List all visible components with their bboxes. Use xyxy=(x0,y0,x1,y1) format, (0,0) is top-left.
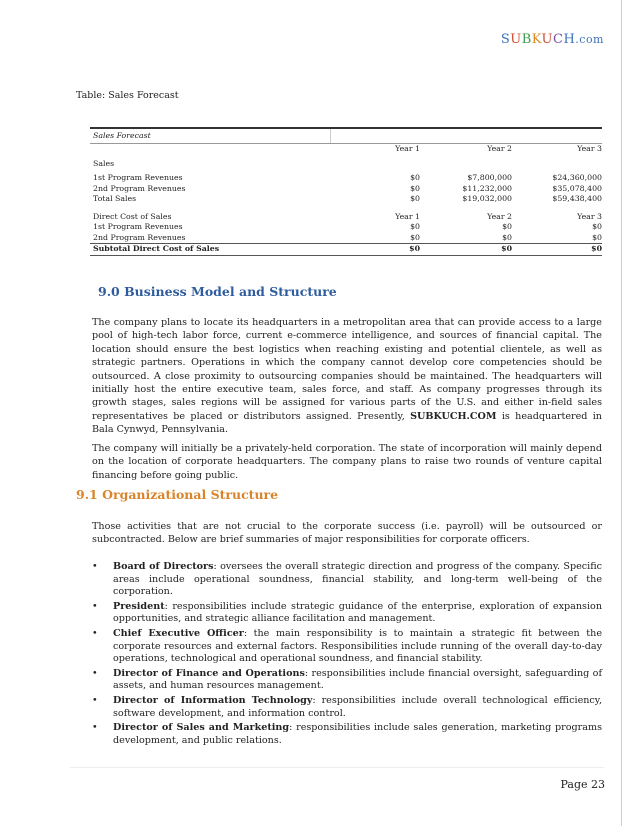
cell-value: $0 xyxy=(592,222,602,231)
cell-value: $0 xyxy=(410,183,420,193)
org-intro-paragraph: Those activities that are not crucial to the corporate success (i.e. payroll) will be outsourced or subcontracted. Below are brief summaries of major responsibilities for corporate officers. xyxy=(92,521,602,546)
cell-value: $0 xyxy=(502,222,512,231)
cell-value: $7,800,000 xyxy=(467,173,512,182)
officer-role: Director of Sales and Marketing xyxy=(113,722,290,734)
page-number: Page 23 xyxy=(560,778,605,791)
list-item: • Board of Directors: oversees the overall strategic direction and progress of the company. Specific areas include operational soundness, financial stability, and long-term well-being of the corporation. xyxy=(92,561,603,598)
row-label: Total Sales xyxy=(93,194,137,203)
cell-value: $0 xyxy=(502,232,512,242)
sales-forecast-table xyxy=(90,127,602,256)
subtotal-row xyxy=(90,243,602,256)
bullet-icon: • xyxy=(92,561,98,572)
incorporation-paragraph: The company will initially be a privately-held corporation. The state of incorporation will mainly depend on the location of corporate headquarters. The company plans to raise two rounds of venture capital financing before going public. xyxy=(92,443,602,481)
page-margin-line xyxy=(621,0,622,826)
year-header-row xyxy=(90,144,602,155)
cell-value: $0 xyxy=(410,232,420,242)
row-label: 2nd Program Revenues xyxy=(93,232,186,242)
cost-header-row xyxy=(90,212,602,223)
row-label: 1st Program Revenues xyxy=(93,222,183,231)
bullet-icon: • xyxy=(92,722,98,734)
list-item: • Director of Finance and Operations: responsibilities include financial oversight, safeguarding of assets, and human resources management. xyxy=(92,667,602,692)
list-item: • Chief Executive Officer: the main responsibility is to maintain a strategic fit between the corporate resources and external factors. Responsibilities include running of the overall day-to-day operations, technological and operational soundness, and financial stability. xyxy=(92,627,603,665)
officer-role: Director of Finance and Operations xyxy=(113,667,305,679)
bullet-icon: • xyxy=(92,694,98,706)
bullet-icon: • xyxy=(92,667,98,679)
table-title: Sales Forecast xyxy=(93,131,151,140)
cell-value: $59,438,400 xyxy=(552,194,602,203)
year-header: Year 3 xyxy=(577,211,602,221)
row-label: 1st Program Revenues xyxy=(93,173,183,182)
sales-label-row xyxy=(90,159,602,170)
year-header: Year 1 xyxy=(395,211,420,221)
row-label: Subtotal Direct Cost of Sales xyxy=(93,244,220,253)
year-header: Year 2 xyxy=(487,211,512,221)
year-header: Year 1 xyxy=(395,144,420,153)
cell-value: $24,360,000 xyxy=(552,173,602,182)
table-row xyxy=(90,233,602,244)
table-row xyxy=(90,173,602,184)
officer-role: Chief Executive Officer xyxy=(113,627,244,639)
section-heading-business-model: 9.0 Business Model and Structure xyxy=(98,284,337,299)
year-header: Year 3 xyxy=(577,144,602,153)
cell-value: $11,232,000 xyxy=(462,183,512,193)
cell-value: $35,078,400 xyxy=(552,183,602,193)
year-header: Year 2 xyxy=(487,144,512,153)
bullet-icon: • xyxy=(92,627,98,639)
cell-value: $0 xyxy=(592,232,602,242)
table-caption: Table: Sales Forecast xyxy=(76,90,179,101)
table-title-row xyxy=(90,129,602,144)
cell-value: $0 xyxy=(410,194,420,203)
bullet-icon: • xyxy=(92,600,98,612)
cell-value: $0 xyxy=(410,222,420,231)
business-model-paragraph: The company plans to locate its headquarters in a metropolitan area that can provide access to a large pool of high-tech labor force, current e-commerce intelligence, and sources of financial capital. The location should ensure the best logistics when reaching existing and potential clientele, as well as strategic partners. Operations in which the company cannot develop core competencies should be outsourced. A close proximity to outsourcing companies should be maintained. The headquarters will initially host the entire executive team, sales force, and staff. As company progresses through its growth stages, sales regions will be assigned for various parts of the U.S. and either in-field sales representatives be placed or distributors assigned. Presently, SUBKUCH.COM is headquartered in Bala Cynwyd, Pennsylvania. xyxy=(92,317,602,436)
cell-value: $0 xyxy=(591,244,602,253)
officer-responsibilities-list xyxy=(92,561,602,749)
list-item: • Director of Sales and Marketing: responsibilities include sales generation, marketing programs development, and public relations. xyxy=(92,722,602,746)
company-name: SUBKUCH.COM xyxy=(410,410,497,422)
sales-label: Sales xyxy=(93,158,115,168)
row-label: 2nd Program Revenues xyxy=(93,183,186,193)
cell-value: $0 xyxy=(409,244,420,253)
subkuch-logo: SUBKUCH.com xyxy=(500,32,604,47)
cell-value: $0 xyxy=(410,173,420,182)
table-row xyxy=(90,222,602,233)
row-label: Direct Cost of Sales xyxy=(93,211,172,221)
section-heading-org-structure: 9.1 Organizational Structure xyxy=(76,487,279,502)
page-footer xyxy=(0,767,638,826)
officer-role: President xyxy=(113,600,165,612)
cell-value: $0 xyxy=(501,244,512,253)
officer-role: Director of Information Technology xyxy=(113,694,313,706)
table-row xyxy=(90,184,602,195)
table-row xyxy=(90,194,602,205)
cell-value: $19,032,000 xyxy=(462,194,512,203)
list-item: • President: responsibilities include strategic guidance of the enterprise, exploration of expansion opportunities, and strategic alliance facilitation and management. xyxy=(92,600,602,625)
officer-role: Board of Directors xyxy=(113,561,214,572)
list-item: • Director of Information Technology: responsibilities include overall technological efficiency, software development, and information control. xyxy=(92,694,602,719)
